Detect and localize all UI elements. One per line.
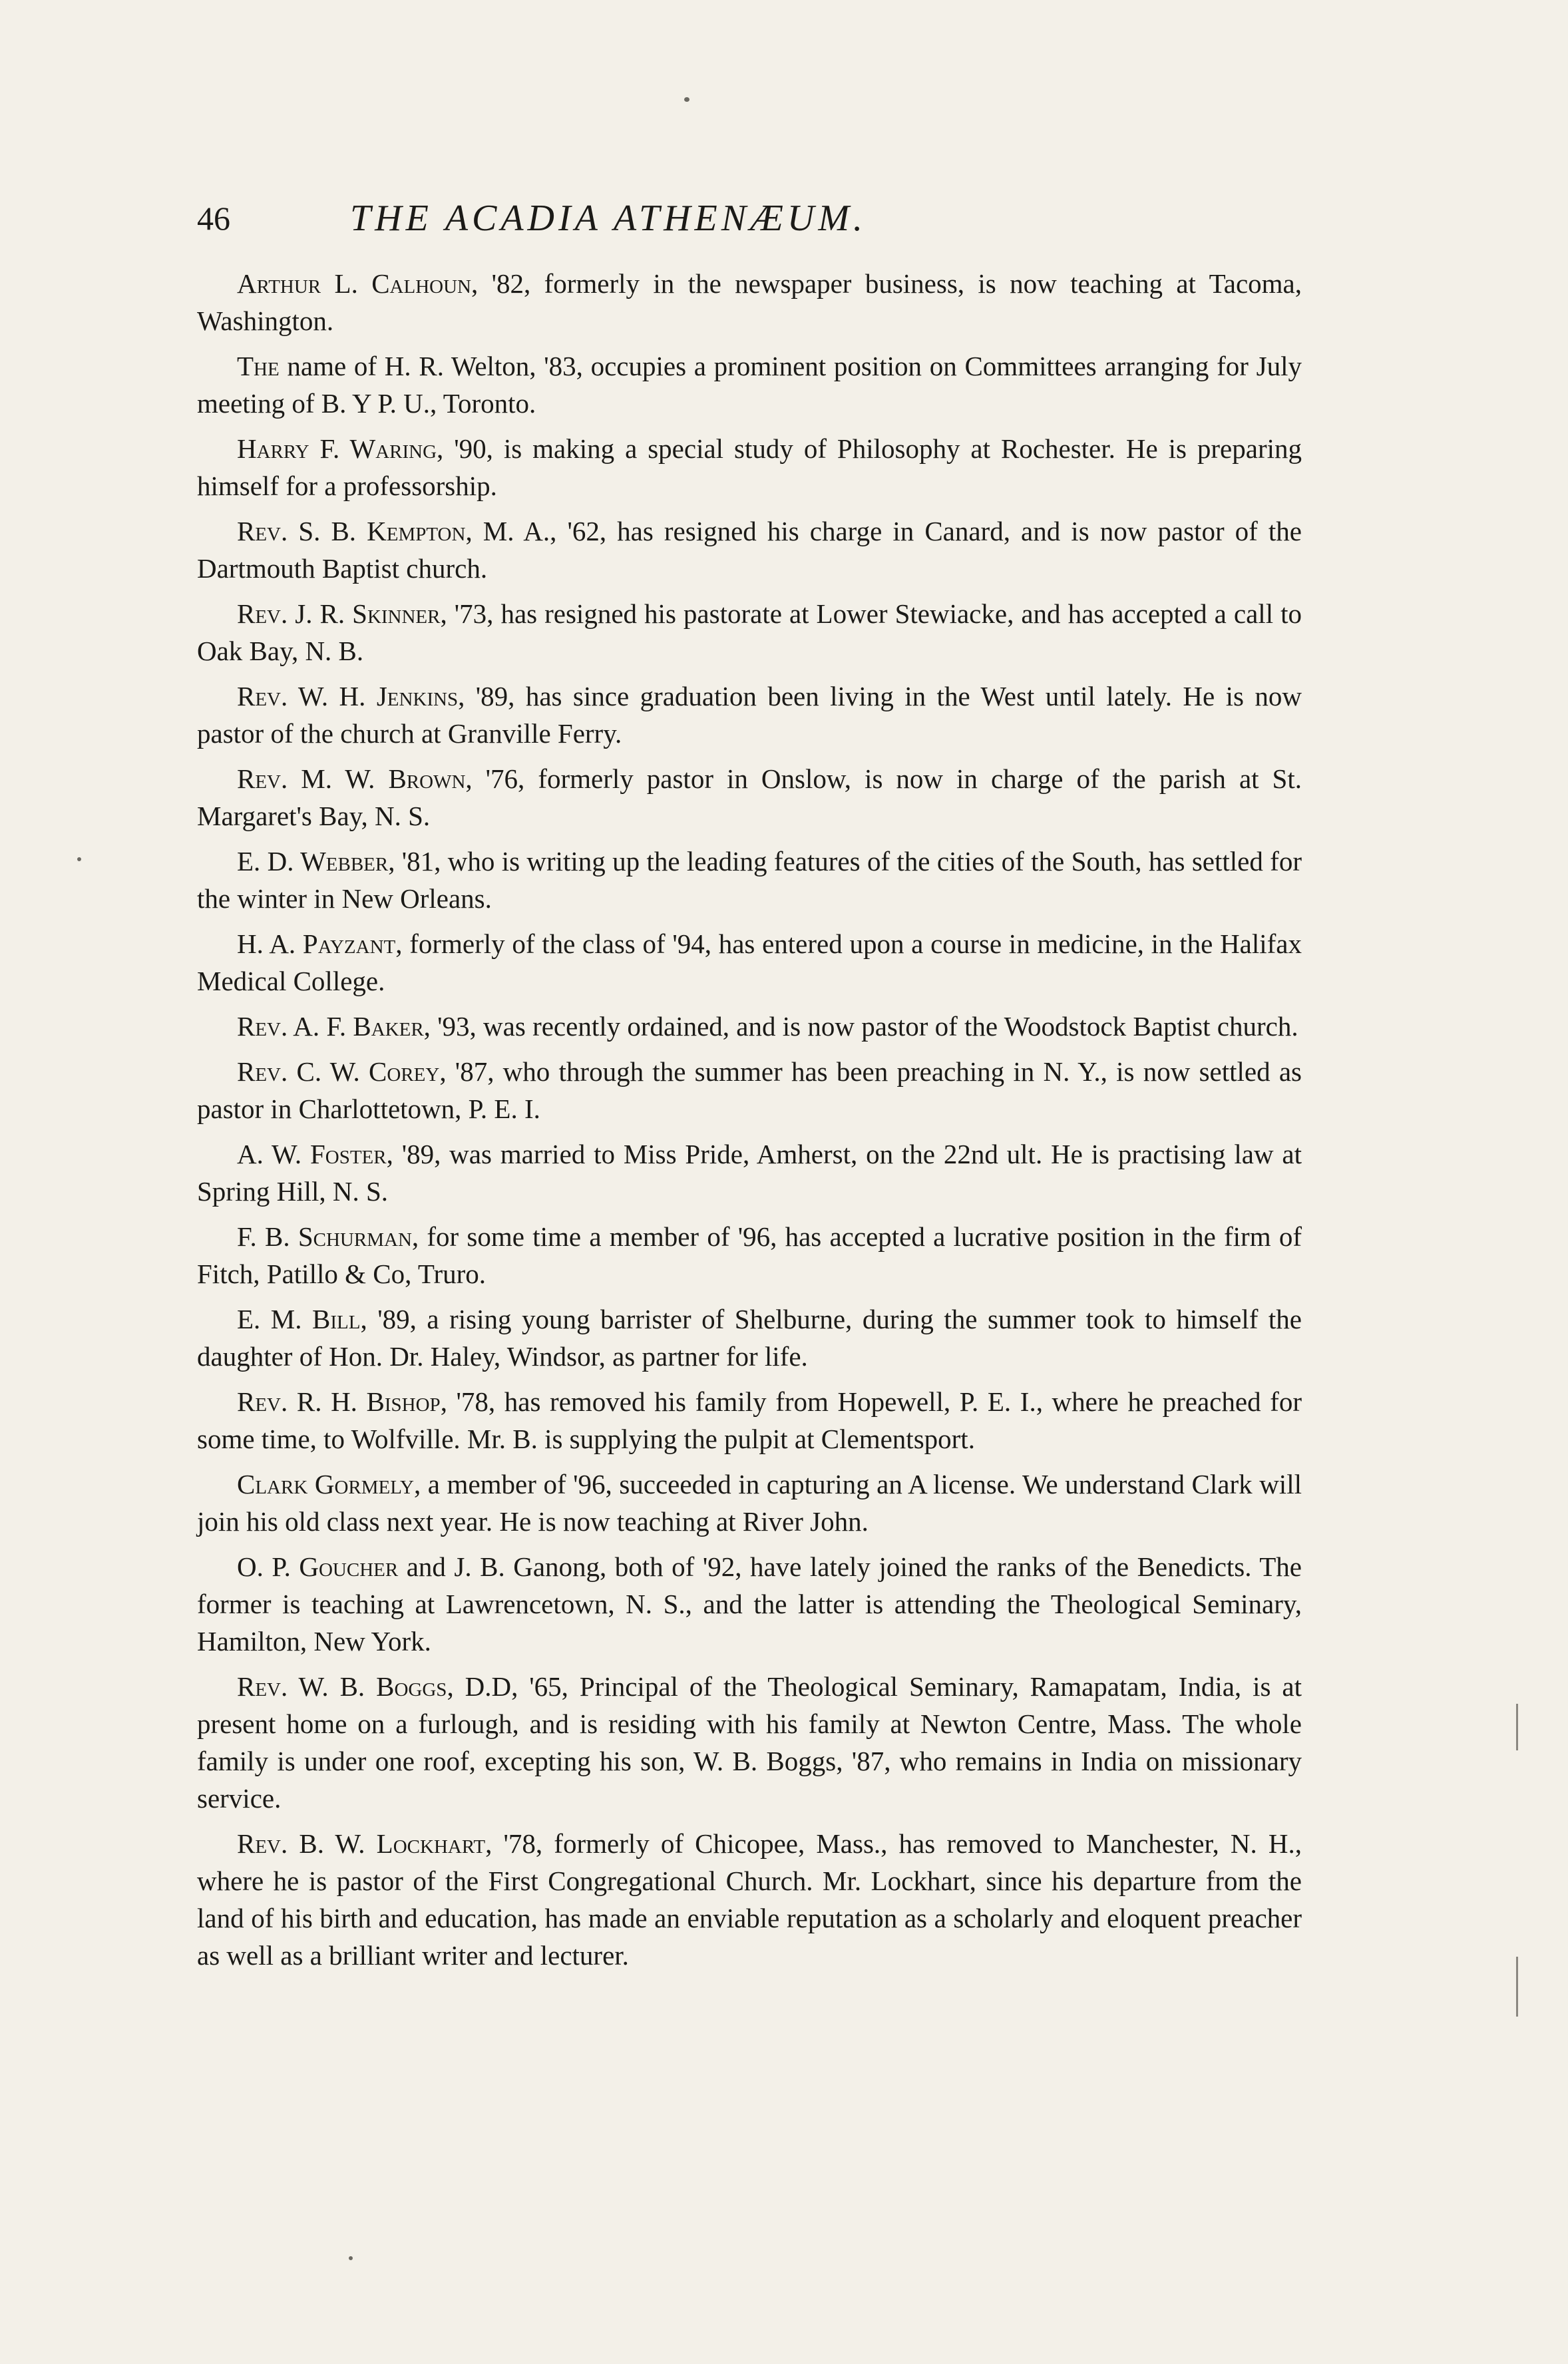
entry-name: Rev. J. R. Skinner (237, 598, 441, 629)
entry-name: Rev. R. H. Bishop (237, 1386, 441, 1417)
personal-entry (197, 1053, 1302, 1127)
entry-name: H. A. Payzant (237, 928, 396, 959)
personal-entry (197, 430, 1302, 504)
personal-entry (197, 1548, 1302, 1660)
entry-name: Rev. W. H. Jenkins (237, 681, 459, 711)
personal-entry (197, 760, 1302, 835)
entry-text: , '93, was recently ordained, and is now pastor of the Woodstock Baptist church. (423, 1011, 1298, 1042)
scan-speck (349, 2256, 353, 2260)
entry-name: Rev. S. B. Kempton (237, 516, 466, 546)
entry-text: , '89, has since graduation been living in the West until lately. He is now pastor of the church at Granville Ferry. (197, 681, 1302, 749)
personal-entry (197, 1825, 1302, 1974)
entry-name: Rev. B. W. Lockhart (237, 1828, 486, 1859)
entry-text: , '76, formerly pastor in Onslow, is now in charge of the parish at St. Margaret's Bay, N. S. (197, 763, 1302, 831)
personal-entry (197, 265, 1302, 339)
entry-name: Rev. W. B. Boggs (237, 1671, 447, 1702)
scan-edge-mark (1516, 1704, 1518, 1750)
entry-text: , '89, a rising young barrister of Shelburne, during the summer took to himself the daughter of Hon. Dr. Haley, Windsor, as partner for life. (197, 1304, 1302, 1372)
entry-name: Arthur L. Calhoun (237, 268, 471, 299)
entry-text: , '90, is making a special study of Philosophy at Rochester. He is preparing himself for a professorship. (197, 433, 1302, 501)
page-header (197, 192, 1328, 252)
scan-edge-mark (1516, 1957, 1518, 2017)
personal-entry (197, 1218, 1302, 1292)
entry-name: O. P. Goucher (237, 1551, 399, 1582)
entry-name: A. W. Foster (237, 1139, 387, 1169)
personal-entry (197, 843, 1302, 917)
personal-entry (197, 347, 1302, 422)
entry-text: , '78, formerly of Chicopee, Mass., has removed to Manchester, N. H., where he is pastor of the First Congregational Church. Mr. Lockhart, since his departure from the land of his birth and education, has made an enviable reputation as a scholarly and eloquent preacher as well as a brilliant writer and lecturer. (197, 1828, 1302, 1971)
entry-name: F. B. Schurman (237, 1221, 412, 1252)
scan-speck (684, 97, 689, 102)
entry-name: Rev. C. W. Corey (237, 1056, 440, 1087)
personal-entry (197, 1008, 1302, 1045)
personal-entry (197, 595, 1302, 670)
entry-text: , '81, who is writing up the leading features of the cities of the South, has settled for the winter in New Orleans. (197, 846, 1302, 914)
entry-name: Clark Gormely (237, 1469, 414, 1499)
entry-name: E. D. Webber (237, 846, 389, 877)
entry-name: Harry F. Waring (237, 433, 437, 464)
personal-entry (197, 925, 1302, 1000)
entry-text: , '78, has removed his family from Hopewell, P. E. I., where he preached for some time, to Wolfville. Mr. B. is supplying the pulpit at Clementsport. (197, 1386, 1302, 1454)
journal-title: THE ACADIA ATHENÆUM. (350, 198, 867, 239)
entry-text: name of H. R. Welton, '83, occupies a prominent position on Committees arranging for July meeting of B. Y P. U., Toronto. (197, 351, 1302, 419)
entry-text: and J. B. Ganong, both of '92, have lately joined the ranks of the Benedicts. The former is teaching at Lawrencetown, N. S., and the latter is attending the Theological Seminary, Hamilton, New York. (197, 1551, 1302, 1657)
entry-text: , '73, has resigned his pastorate at Lower Stewiacke, and has accepted a call to Oak Bay, N. B. (197, 598, 1302, 666)
entry-name: Rev. M. W. Brown (237, 763, 466, 794)
personal-entry (197, 1466, 1302, 1540)
personal-entry (197, 1668, 1302, 1817)
entry-text: , D.D, '65, Principal of the Theological Seminary, Ramapatam, India, is at present home on a furlough, and is residing with his family at Newton Centre, Mass. The whole family is under one roof, excepting his son, W. B. Boggs, '87, who remains in India on missionary service. (197, 1671, 1302, 1814)
personal-entry (197, 678, 1302, 752)
entry-name: Rev. A. F. Baker (237, 1011, 424, 1042)
entry-name: The (237, 351, 280, 381)
page-number: 46 (197, 200, 230, 237)
personal-entry (197, 1135, 1302, 1210)
personal-entry (197, 512, 1302, 587)
entry-name: E. M. Bill (237, 1304, 361, 1334)
entry-text: , M. A., '62, has resigned his charge in Canard, and is now pastor of the Dartmouth Baptist church. (197, 516, 1302, 584)
personal-entry (197, 1300, 1302, 1375)
personal-entry (197, 1383, 1302, 1458)
scan-speck (77, 857, 81, 861)
entry-text: , a member of '96, succeeded in capturing an A license. We understand Clark will join his old class next year. He is now teaching at River John. (197, 1469, 1302, 1537)
entry-text: , for some time a member of '96, has accepted a lucrative position in the firm of Fitch, Patillo & Co, Truro. (197, 1221, 1302, 1289)
entry-text: , formerly of the class of '94, has entered upon a course in medicine, in the Halifax Medical College. (197, 928, 1302, 996)
entry-text: , '87, who through the summer has been preaching in N. Y., is now settled as pastor in Charlottetown, P. E. I. (197, 1056, 1302, 1124)
entry-text: , '82, formerly in the newspaper business, is now teaching at Tacoma, Washington. (197, 268, 1302, 336)
entry-text: , '89, was married to Miss Pride, Amherst, on the 22nd ult. He is practising law at Spring Hill, N. S. (197, 1139, 1302, 1207)
personals-column (197, 265, 1302, 1982)
